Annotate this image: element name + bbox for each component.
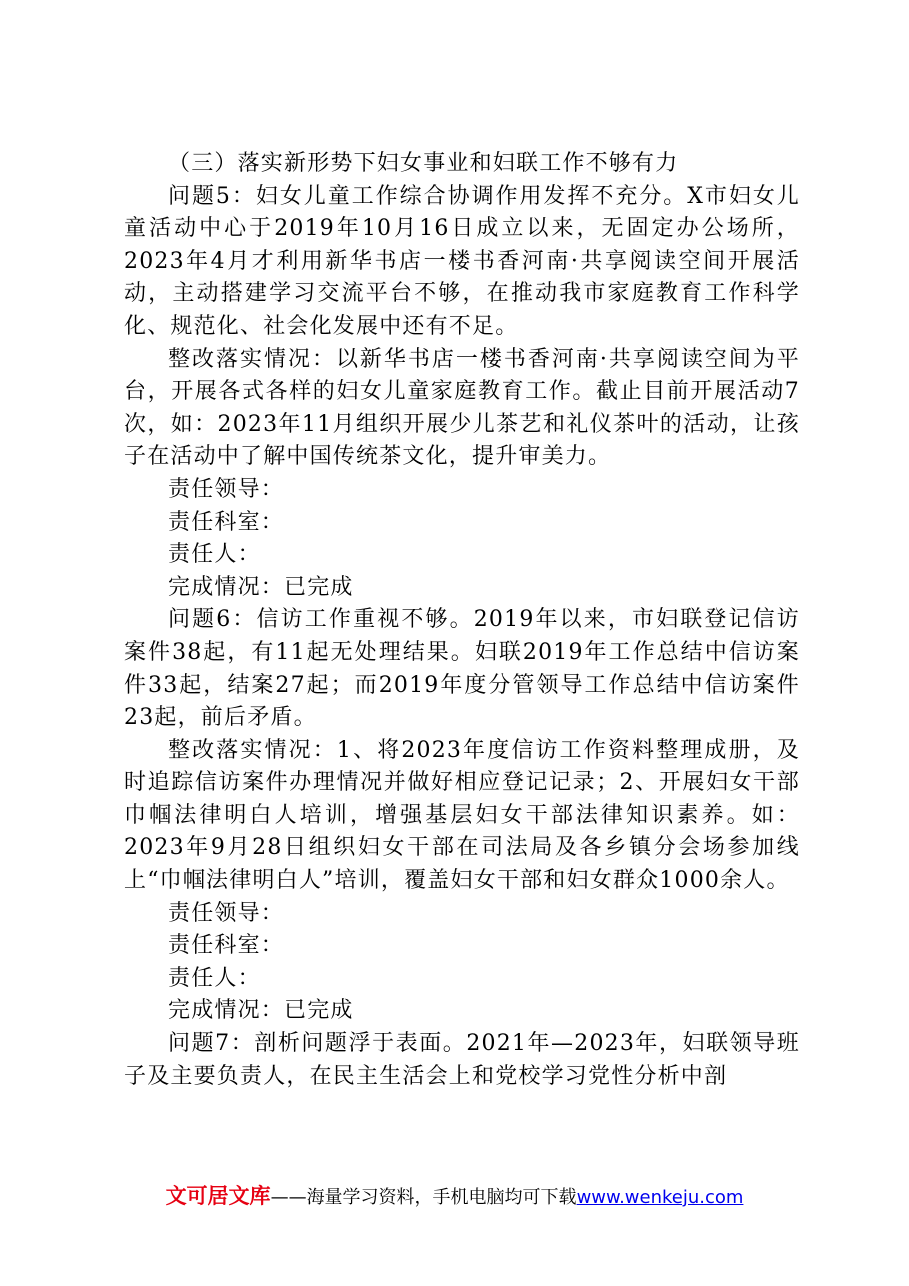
responsible-leader-line: 责任领导： (168, 900, 285, 926)
document-body (124, 148, 800, 1093)
completion-status-line: 完成情况：已完成 (168, 574, 354, 600)
rectification-paragraph: 整改落实情况：1、将2023年度信访工作资料整理成册，及时追踪信访案件办理情况并做好相应登记记录；2、开展妇女干部巾帼法律明白人培训，增强基层妇女干部法律知识素养。如：2023年9月28日组织妇女干部在司法局及各乡镇分会场参加线上“巾帼法律明白人”培训，覆盖妇女干部和妇女群众1000余人。 (124, 737, 800, 894)
issue-5-paragraph: 问题5：妇女儿童工作综合协调作用发挥不充分。X市妇女儿童活动中心于2019年10月16日成立以来，无固定办公场所，2023年4月才利用新华书店一楼书香河南·共享阅读空间开展活动，主动搭建学习交流平台不够，在推动我市家庭教育工作科学化、规范化、社会化发展中还有不足。 (124, 183, 800, 339)
completion-status-line: 完成情况：已完成 (168, 998, 354, 1024)
section-heading: （三）落实新形势下妇女事业和妇联工作不够有力 (168, 151, 679, 176)
issue-7-paragraph: 问题7：剖析问题浮于表面。2021年—2023年，妇联领导班子及主要负责人，在民主生活会上和党校学习党性分析中剖 (124, 1031, 800, 1089)
footer-tagline: ——海量学习资料，手机电脑均可下载 (270, 1187, 577, 1208)
responsible-department-line: 责任科室： (168, 509, 285, 535)
responsible-department-line: 责任科室： (168, 933, 285, 959)
page-footer (0, 1183, 909, 1211)
footer-link[interactable]: www.wenkeju.com (576, 1187, 744, 1208)
responsible-person-line: 责任人： (168, 965, 261, 991)
responsible-leader-line: 责任领导： (168, 476, 285, 502)
rectification-paragraph: 整改落实情况：以新华书店一楼书香河南·共享阅读空间为平台，开展各式各样的妇女儿童家庭教育工作。截止目前开展活动7次，如：2023年11月组织开展少儿茶艺和礼仪茶叶的活动，让孩子在活动中了解中国传统茶文化，提升审美力。 (124, 346, 800, 470)
responsible-person-line: 责任人： (168, 542, 261, 568)
footer-brand: 文可居文库 (165, 1184, 271, 1208)
issue-6-paragraph: 问题6：信访工作重视不够。2019年以来，市妇联登记信访案件38起，有11起无处理结果。妇联2019年工作总结中信访案件33起，结案27起；而2019年度分管领导工作总结中信访案件23起，前后矛盾。 (124, 607, 800, 731)
